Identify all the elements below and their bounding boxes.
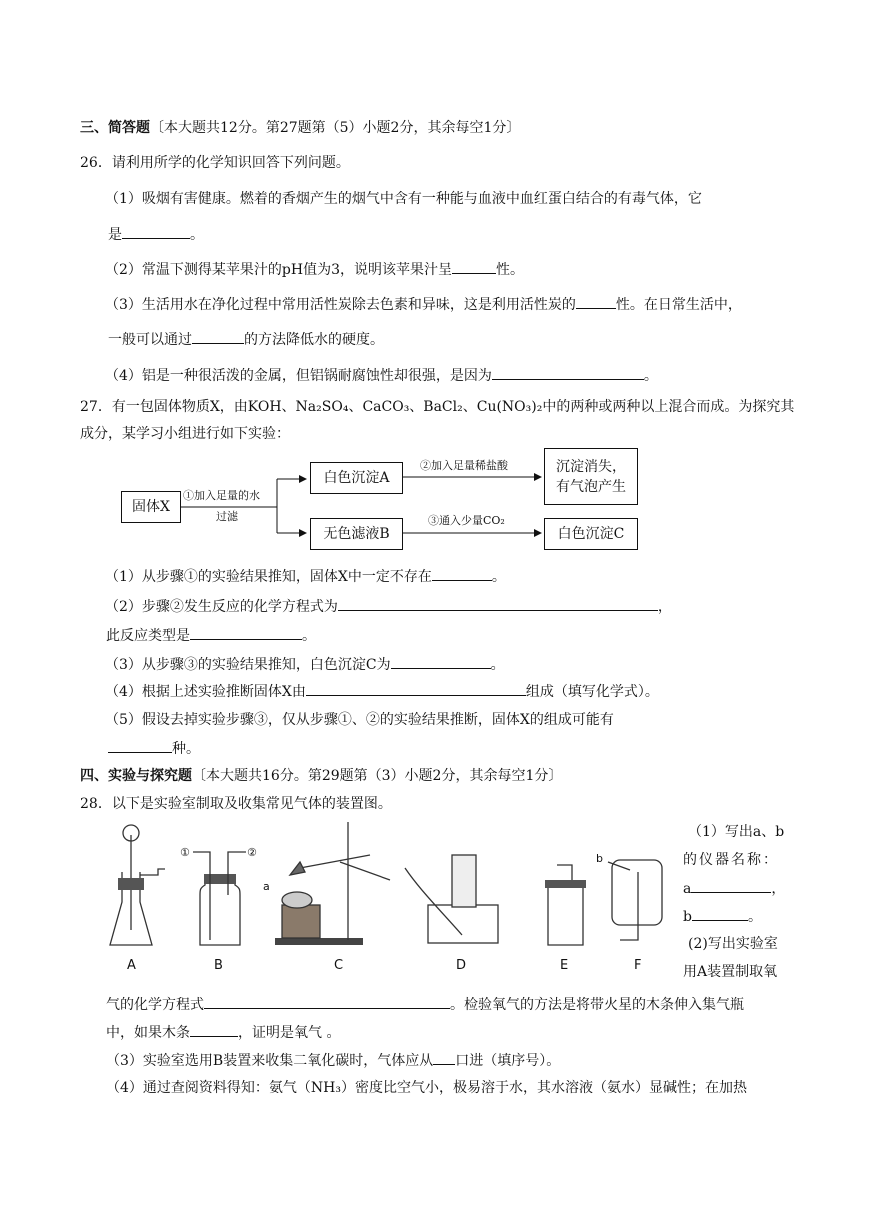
text: 。检验氧气的方法是将带火星的木条伸入集气瓶 <box>450 997 744 1013</box>
section-title: 四、实验与探究题 <box>80 768 192 784</box>
q28-part3 <box>106 1050 560 1071</box>
q26-stem: 26．请利用所学的化学知识回答下列问题。 <box>80 155 350 171</box>
text: 此反应类型是 <box>106 628 190 644</box>
text: b <box>683 909 692 925</box>
text: （3）实验室选用B装置来收集二氧化碳时，气体应从 <box>106 1053 434 1069</box>
apparatus-d-trough <box>428 905 498 943</box>
flow-step3-label: ③通入少量CO₂ <box>428 514 505 527</box>
flow-ppt-c: 白色沉淀C <box>544 518 638 550</box>
q28-stem: 28．以下是实验室制取及收集常见气体的装置图。 <box>80 796 392 812</box>
text: 沉淀消失， <box>556 458 626 475</box>
text: 。 <box>643 368 658 384</box>
apparatus-label-c: C <box>334 958 344 973</box>
text: 口进（填序号）。 <box>455 1053 561 1069</box>
text: 。 <box>190 227 204 243</box>
q28-part4: （4）通过查阅资料得知：氨气（NH₃）密度比空气小，极易溶于水，其水溶液（氨水）显碱性；在加热 <box>106 1080 747 1096</box>
text: 中，如果木条 <box>106 1025 190 1041</box>
answer-blank[interactable] <box>190 1022 238 1037</box>
text: （4）铝是一种很活泼的金属，但铝锅耐腐蚀性却很强，是因为 <box>105 368 492 384</box>
text: 组成（填写化学式）。 <box>525 684 659 700</box>
q28-right-line4 <box>683 906 762 927</box>
text: 性。在日常生活中， <box>615 297 742 313</box>
section-note: 〔本大题共12分。第27题第（5）小题2分，其余每空1分〕 <box>150 120 521 136</box>
q26-part1-line1: （1）吸烟有害健康。燃着的香烟产生的烟气中含有一种能与血液中血红蛋白结合的有毒气体，它 <box>105 191 702 207</box>
q28-right-line1: （1）写出a、b <box>688 824 785 840</box>
apparatus-label-e: E <box>560 958 569 973</box>
text: （3）从步骤③的实验结果推知，白色沉淀C为 <box>105 657 391 673</box>
instrument-a-mark: a <box>263 880 270 893</box>
apparatus-label-f: F <box>634 958 642 973</box>
text: 气的化学方程式 <box>106 997 204 1013</box>
port-1-mark: ① <box>180 846 190 859</box>
section-note: 〔本大题共16分。第29题第（3）小题2分，其余每空1分〕 <box>192 768 563 784</box>
apparatus-label-b: B <box>214 958 223 973</box>
text: 有气泡产生 <box>556 478 626 495</box>
text: 。 <box>302 628 316 644</box>
apparatus-label-d: D <box>456 958 467 973</box>
apparatus-b-bottle <box>200 878 240 945</box>
text: 种。 <box>172 741 200 757</box>
answer-blank[interactable] <box>692 906 748 921</box>
section-title: 三、简答题 <box>80 120 150 136</box>
text: ，证明是氧气 。 <box>238 1025 341 1041</box>
text: （1）从步骤①的实验结果推知，固体X中一定不存在 <box>105 569 432 585</box>
text: （2）步骤②发生反应的化学方程式为 <box>105 599 338 615</box>
text: 一般可以通过 <box>108 332 192 348</box>
instrument-b-mark: b <box>596 852 603 865</box>
flow-filtrate-b: 无色滤液B <box>310 518 403 550</box>
apparatus-e-jar <box>548 888 583 945</box>
flow-solid-x: 固体X <box>121 491 181 523</box>
answer-blank[interactable] <box>691 878 771 893</box>
port-2-mark: ② <box>247 846 257 859</box>
text: 是 <box>108 227 122 243</box>
q27-part5-line1: （5）假设去掉实验步骤③，仅从步骤①、②的实验结果推断，固体X的组成可能有 <box>105 712 614 728</box>
apparatus-label-a: A <box>127 958 136 973</box>
apparatus-f-jar <box>612 860 662 925</box>
text: ， <box>657 599 672 615</box>
flow-step1-filter: 过滤 <box>216 510 238 523</box>
text: 。 <box>747 909 762 925</box>
q28-right-line6: 用A装置制取氧 <box>683 964 778 980</box>
answer-blank[interactable] <box>204 994 450 1009</box>
q28-part2-line1 <box>106 994 744 1015</box>
text: a <box>683 881 692 897</box>
flow-step1-label: ①加入足量的水 <box>183 489 260 502</box>
q28-part2-line2 <box>106 1022 340 1043</box>
q27-stem-line2: 成分，某学习小组进行如下实验： <box>80 426 290 442</box>
text: （2）常温下测得某苹果汁的pH值为3，说明该苹果汁呈 <box>105 262 452 278</box>
answer-blank[interactable] <box>433 1050 455 1065</box>
q28-right-line3 <box>683 878 785 899</box>
q27-stem-line1: 27．有一包固体物质X，由KOH、Na₂SO₄、CaCO₃、BaCl₂、Cu(NO₃)₂中的两种或两种以上混合而成。为探究其 <box>80 399 795 415</box>
q28-right-line2: 的仪器名称： <box>683 852 779 868</box>
text: ， <box>771 881 786 897</box>
text: （3）生活用水在净化过程中常用活性炭除去色素和异味，这是利用活性炭的 <box>105 297 576 313</box>
q28-right-line5: (2)写出实验室 <box>688 936 778 952</box>
text: 的方法降低水的硬度。 <box>244 332 384 348</box>
text: 。 <box>491 569 506 585</box>
text: 。 <box>490 657 505 673</box>
text: （4）根据上述实验推断固体X由 <box>105 684 306 700</box>
text: 性。 <box>495 262 524 278</box>
flow-ppt-a: 白色沉淀A <box>310 462 403 494</box>
flow-step2-label: ②加入足量稀盐酸 <box>420 459 508 472</box>
